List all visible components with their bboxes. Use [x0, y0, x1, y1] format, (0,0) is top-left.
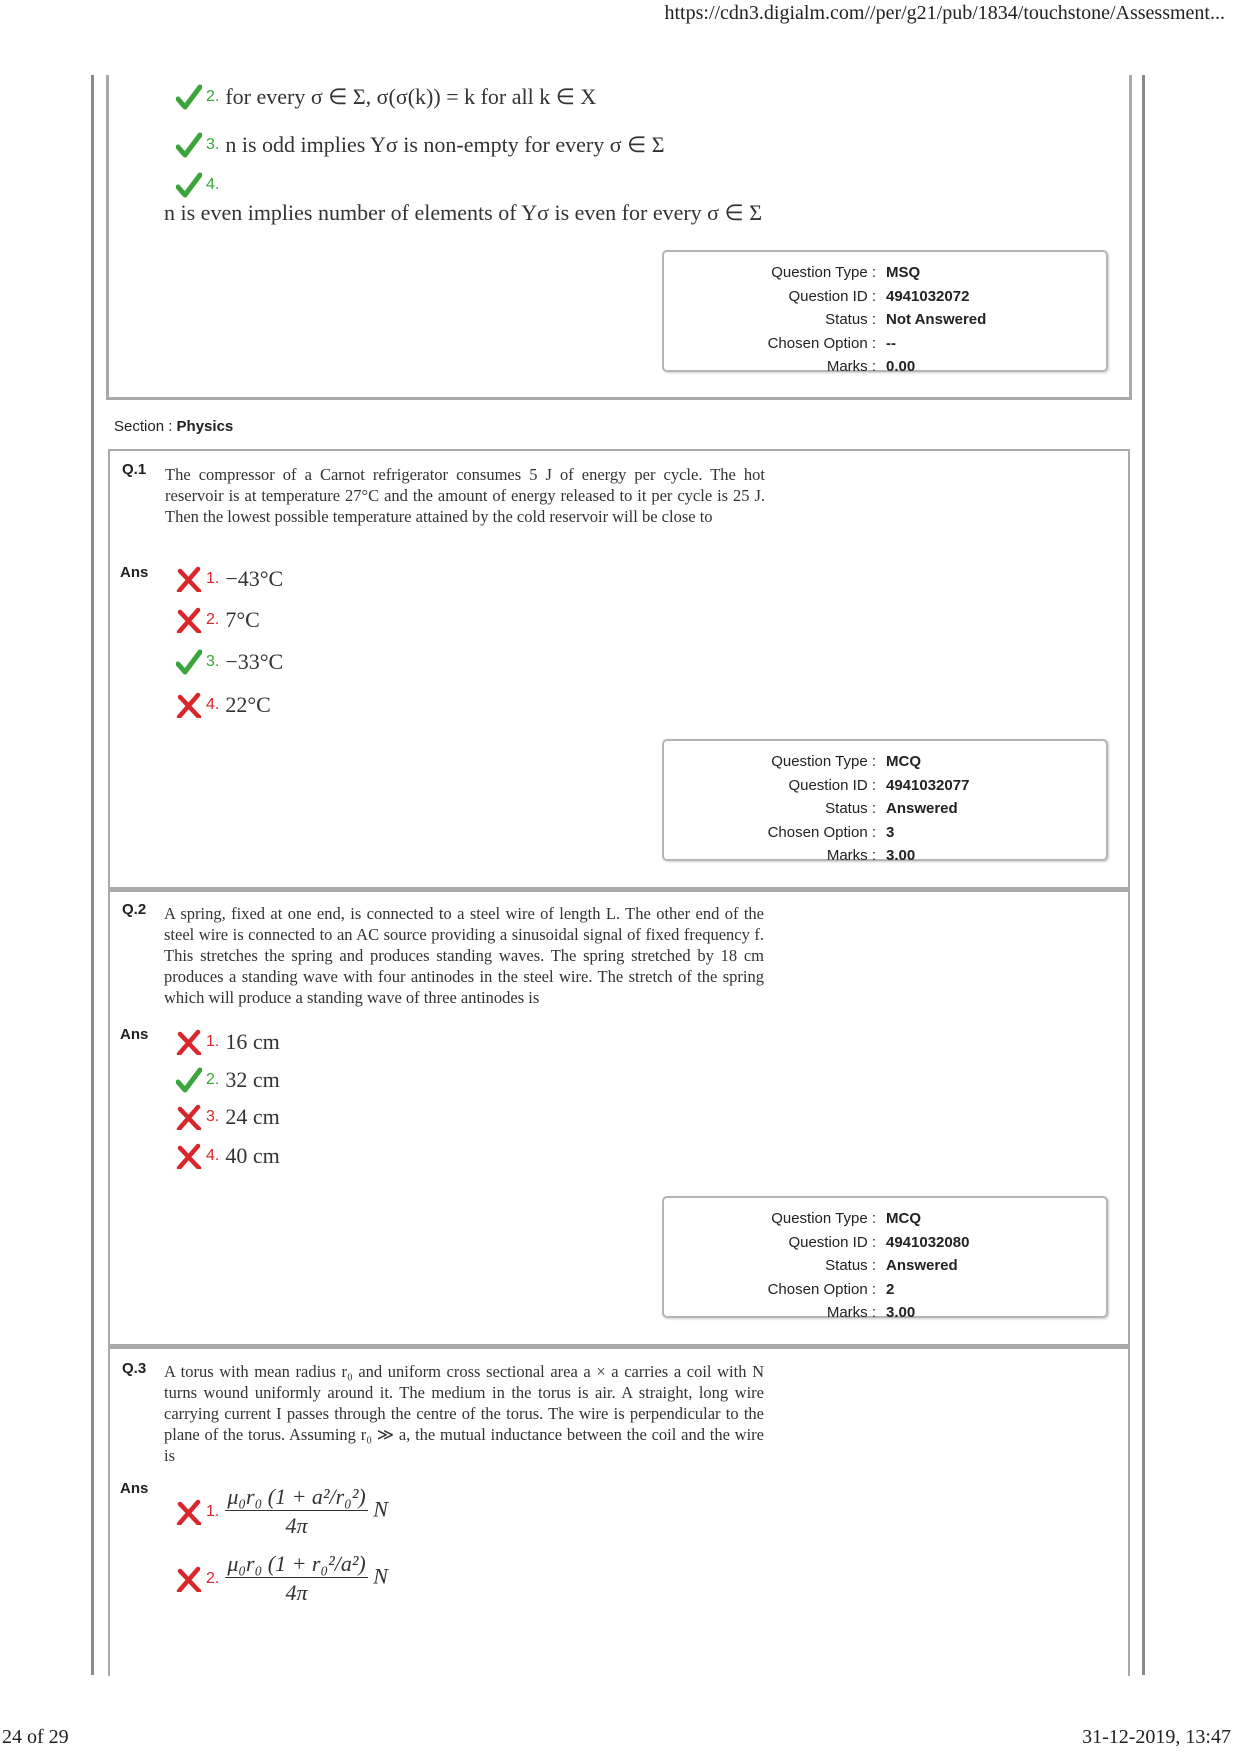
value-marks: 3.00	[886, 847, 916, 864]
page-number: 24 of 29	[2, 1726, 69, 1748]
option-row	[176, 132, 665, 158]
option-text: 22°C	[225, 692, 271, 717]
question-info-panel	[662, 1196, 1108, 1321]
label-status: Status :	[825, 800, 876, 817]
value-question-id: 4941032072	[886, 288, 970, 305]
label-marks: Marks :	[826, 1304, 876, 1321]
label-marks: Marks :	[826, 358, 876, 375]
label-chosen-option: Chosen Option :	[767, 824, 876, 841]
option-text: 24 cm	[225, 1104, 280, 1129]
value-question-type: MCQ	[886, 1210, 921, 1227]
value-question-id: 4941032077	[886, 777, 970, 794]
question-number: Q.1	[122, 461, 147, 478]
page-url: https://cdn3.digialm.com//per/g21/pub/1834/touchstone/Assessment...	[664, 2, 1225, 24]
option-row	[176, 1029, 280, 1055]
cross-icon	[176, 566, 202, 592]
option-number: 3.	[206, 653, 220, 670]
option-row	[176, 1143, 280, 1169]
option-number: 2.	[206, 88, 220, 105]
option-text: 40 cm	[225, 1143, 280, 1168]
cross-icon	[176, 1143, 202, 1169]
value-marks: 3.00	[886, 1304, 916, 1321]
question-text: A torus with mean radius r₀ and uniform cross sectional area a × a carries a coil with N turns wound uniformly around it. The medium in the torus is air. A straight, long wire carrying current I passes through the centre of the torus. The wire is perpendicular to the plane of the torus. Assuming r₀ ≫ a, the mutual inductance between the coil and the wire is	[164, 1362, 764, 1465]
question-text: A spring, fixed at one end, is connected to a steel wire of length L. The other end of the steel wire is connected to an AC source providing a sinusoidal signal of fixed frequency f. This stretches the spring and produces standing waves. The spring stretched by 18 cm produces a standing wave with four antinodes in the steel wire. The stretch of the spring which will produce a standing wave of three antinodes is	[164, 904, 764, 1007]
option-row	[176, 692, 271, 718]
label-question-type: Question Type :	[771, 1210, 876, 1227]
value-marks: 0.00	[886, 358, 916, 375]
cross-icon	[176, 1499, 202, 1525]
question-info-panel	[662, 250, 1108, 375]
question-text: The compressor of a Carnot refrigerator consumes 5 J of energy per cycle. The hot reservoir is at temperature 27°C and the amount of energy released to it per cycle is 25 J. Then the lowest possible temperature attained by the cold reservoir will be close to	[165, 465, 765, 526]
label-marks: Marks :	[826, 847, 876, 864]
option-number: 4.	[206, 176, 220, 193]
cross-icon	[176, 692, 202, 718]
option-number: 2.	[206, 611, 220, 628]
option-row	[176, 1104, 280, 1130]
check-icon	[176, 132, 202, 158]
option-number: 1.	[206, 1502, 220, 1520]
ans-label: Ans	[120, 1026, 149, 1043]
label-chosen-option: Chosen Option :	[767, 1281, 876, 1298]
value-chosen-option: --	[886, 335, 896, 352]
option-text: 7°C	[225, 607, 260, 632]
option-text: −43°C	[225, 566, 284, 591]
option-number: 1.	[206, 1033, 220, 1050]
option-formula	[225, 1484, 388, 1539]
cross-icon	[176, 1104, 202, 1130]
fraction-numerator: μ₀r₀ (1 + r₀²/a²)	[227, 1551, 366, 1576]
section-label: Section :	[114, 418, 173, 435]
page-border-right	[1142, 75, 1145, 1675]
check-icon	[176, 172, 202, 198]
option-text: for every σ ∈ Σ, σ(σ(k)) = k for all k ∈ X	[225, 84, 597, 109]
value-status: Not Answered	[886, 311, 987, 328]
section-name: Physics	[176, 418, 234, 435]
ans-label: Ans	[120, 564, 149, 581]
label-question-id: Question ID :	[788, 1234, 876, 1251]
fraction-numerator: μ₀r₀ (1 + a²/r₀²)	[227, 1484, 366, 1509]
label-question-id: Question ID :	[788, 288, 876, 305]
print-datetime: 31-12-2019, 13:47	[1082, 1726, 1231, 1748]
formula-suffix: N	[373, 1496, 388, 1522]
option-text: 32 cm	[225, 1067, 280, 1092]
formula-suffix: N	[373, 1563, 388, 1589]
option-text: n is odd implies Yσ is non-empty for every σ ∈ Σ	[225, 132, 665, 157]
option-row	[176, 84, 596, 110]
option-number: 1.	[206, 570, 220, 587]
option-text: n is even implies number of elements of Yσ is even for every σ ∈ Σ	[164, 200, 762, 225]
value-status: Answered	[886, 800, 958, 817]
ans-label: Ans	[120, 1480, 149, 1497]
section-heading	[114, 418, 233, 435]
option-row	[176, 1551, 388, 1606]
cross-icon	[176, 607, 202, 633]
page-border-left	[91, 75, 94, 1675]
label-question-id: Question ID :	[788, 777, 876, 794]
fraction-denominator: 4π	[285, 1513, 308, 1538]
question-number: Q.3	[122, 1360, 147, 1377]
option-text: −33°C	[225, 649, 284, 674]
question-number: Q.2	[122, 901, 147, 918]
option-number: 3.	[206, 1108, 220, 1125]
label-status: Status :	[825, 1257, 876, 1274]
option-text: 16 cm	[225, 1029, 280, 1054]
option-row	[176, 1067, 280, 1093]
check-icon	[176, 1067, 202, 1093]
option-number: 4.	[206, 1147, 220, 1164]
value-chosen-option: 3	[886, 824, 895, 841]
label-status: Status :	[825, 311, 876, 328]
value-status: Answered	[886, 1257, 958, 1274]
cross-icon	[176, 1029, 202, 1055]
label-question-type: Question Type :	[771, 264, 876, 281]
option-number: 4.	[206, 696, 220, 713]
check-icon	[176, 649, 202, 675]
value-question-type: MCQ	[886, 753, 921, 770]
cross-icon	[176, 1566, 202, 1592]
option-formula	[225, 1551, 388, 1606]
value-question-id: 4941032080	[886, 1234, 970, 1251]
fraction	[225, 1551, 367, 1606]
option-row	[176, 172, 225, 198]
option-number: 2.	[206, 1569, 220, 1587]
value-chosen-option: 2	[886, 1281, 895, 1298]
option-row	[176, 607, 260, 633]
option-number: 3.	[206, 136, 220, 153]
option-row	[176, 1484, 388, 1539]
fraction-denominator: 4π	[285, 1580, 308, 1605]
option-text-line	[164, 200, 762, 226]
check-icon	[176, 84, 202, 110]
label-chosen-option: Chosen Option :	[767, 335, 876, 352]
option-row	[176, 566, 283, 592]
fraction	[225, 1484, 367, 1539]
option-number: 2.	[206, 1071, 220, 1088]
label-question-type: Question Type :	[771, 753, 876, 770]
value-question-type: MSQ	[886, 264, 921, 281]
option-row	[176, 649, 283, 675]
question-info-panel	[662, 739, 1108, 864]
